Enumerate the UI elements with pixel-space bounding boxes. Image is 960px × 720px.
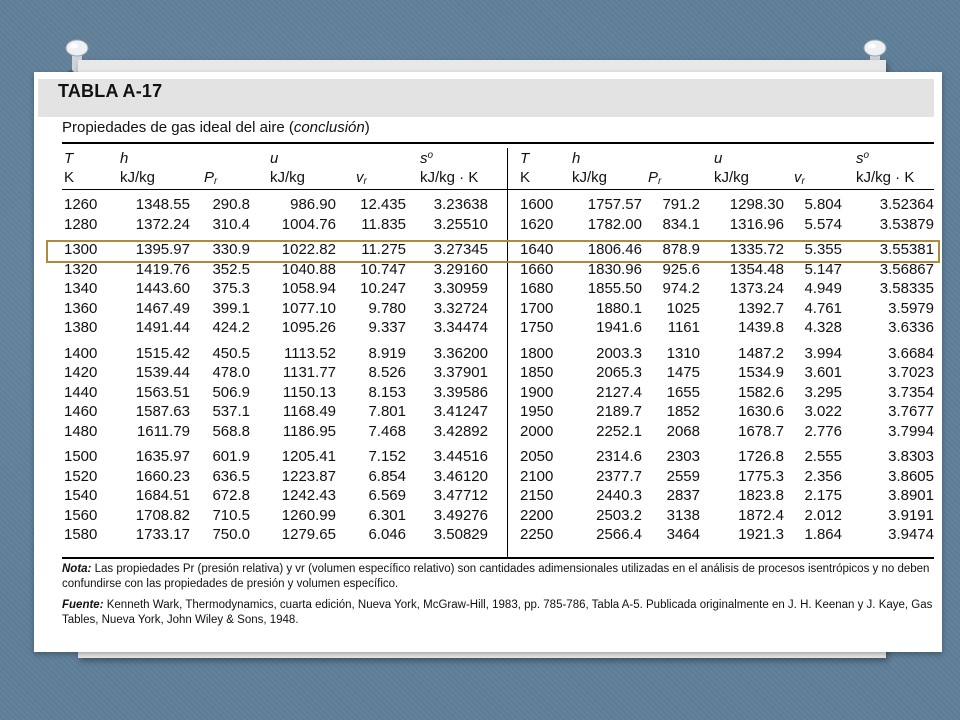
- cell-u: 1260.99: [281, 506, 336, 524]
- cell-s: 3.55381: [879, 241, 934, 258]
- cell-s: 3.30959: [433, 280, 488, 297]
- cell-T: 1500: [64, 448, 98, 465]
- cell-s: 3.6336: [888, 319, 934, 336]
- subtitle-main: Propiedades de gas ideal del aire (: [62, 119, 294, 136]
- cell-T: 1620: [520, 215, 554, 233]
- unit-u-right: kJ/kg: [714, 169, 750, 186]
- cell-h: 2189.7: [596, 403, 642, 420]
- cell-Pr: 2068: [666, 422, 700, 440]
- cell-vr: 6.301: [368, 506, 406, 524]
- unit-u-left: kJ/kg: [270, 169, 306, 186]
- table-top-rule: [62, 142, 934, 144]
- cell-Pr: 1025: [666, 299, 700, 317]
- cell-Pr: 601.9: [212, 448, 250, 465]
- cell-s: 3.32724: [433, 299, 488, 317]
- cell-h: 1443.60: [135, 280, 190, 297]
- cell-u: 1279.65: [281, 526, 336, 543]
- table-row: [34, 507, 942, 525]
- cell-vr: 6.569: [368, 487, 406, 504]
- table-row: [34, 468, 942, 486]
- header-s-symbol: s: [856, 150, 864, 167]
- header-h-right: h: [572, 150, 581, 167]
- table-row: [34, 487, 942, 505]
- cell-vr: 5.355: [804, 241, 842, 258]
- cell-T: 1800: [520, 344, 554, 362]
- cell-Pr: 478.0: [212, 364, 250, 381]
- table-row: [34, 261, 942, 279]
- table-source: [62, 598, 942, 628]
- cell-h: 1782.00: [587, 215, 642, 233]
- cell-u: 986.90: [290, 196, 336, 213]
- cell-Pr: 2303: [666, 448, 700, 465]
- cell-u: 1775.3: [738, 467, 784, 485]
- cell-h: 1467.49: [135, 299, 190, 317]
- table-row: [34, 384, 942, 402]
- cell-vr: 10.247: [360, 280, 406, 297]
- cell-u: 1439.8: [738, 319, 784, 336]
- cell-s: 3.42892: [433, 422, 488, 440]
- cell-Pr: 424.2: [212, 319, 250, 336]
- cell-T: 1480: [64, 422, 98, 440]
- cell-s: 3.7023: [888, 364, 934, 381]
- cell-T: 2150: [520, 487, 554, 504]
- header-P-subscript: r: [658, 176, 662, 187]
- cell-s: 3.9474: [888, 526, 934, 543]
- header-u-right: u: [714, 150, 723, 167]
- cell-u: 1095.26: [281, 319, 336, 336]
- highlighted-row-box: [46, 240, 940, 263]
- cell-h: 1855.50: [587, 280, 642, 297]
- cell-h: 2252.1: [596, 422, 642, 440]
- cell-T: 1280: [64, 215, 98, 233]
- cell-vr: 2.356: [804, 467, 842, 485]
- cell-s: 3.27345: [433, 241, 488, 258]
- cell-Pr: 399.1: [212, 299, 250, 317]
- cell-Pr: 2837: [666, 487, 700, 504]
- cell-u: 1335.72: [729, 241, 784, 258]
- cell-u: 1354.48: [729, 260, 784, 278]
- cell-Pr: 672.8: [212, 487, 250, 504]
- unit-T-right: K: [520, 169, 531, 186]
- cell-u: 1316.96: [729, 215, 784, 233]
- cell-s: 3.8605: [888, 467, 934, 485]
- cell-Pr: 568.8: [212, 422, 250, 440]
- header-v-symbol: v: [794, 169, 802, 186]
- header-symbol-row: [34, 150, 942, 168]
- cell-h: 1733.17: [135, 526, 190, 543]
- cell-vr: 11.835: [361, 215, 406, 233]
- cell-u: 1004.76: [281, 215, 336, 233]
- table-row: [34, 216, 942, 234]
- cell-T: 1640: [520, 241, 554, 258]
- table-bottom-rule: [62, 557, 934, 559]
- cell-Pr: 974.2: [662, 280, 700, 297]
- cell-vr: 7.801: [368, 403, 406, 420]
- table-subtitle: [62, 119, 370, 136]
- cell-u: 1582.6: [738, 383, 784, 401]
- cell-s: 3.41247: [433, 403, 488, 420]
- cell-h: 2440.3: [596, 487, 642, 504]
- cell-vr: 12.435: [360, 196, 406, 213]
- cell-s: 3.9191: [888, 506, 934, 524]
- cell-vr: 2.012: [804, 506, 842, 524]
- cell-Pr: 310.4: [212, 215, 250, 233]
- header-s-symbol: s: [420, 150, 428, 167]
- cell-u: 1678.7: [738, 422, 784, 440]
- table-title: TABLA A-17: [58, 81, 163, 101]
- header-Pr-right: [648, 169, 661, 187]
- header-P-subscript: r: [214, 176, 218, 187]
- cell-Pr: 636.5: [212, 467, 250, 485]
- cell-u: 1058.94: [281, 280, 336, 297]
- cell-T: 2250: [520, 526, 554, 543]
- header-P-symbol: P: [204, 169, 215, 186]
- cell-Pr: 375.3: [212, 280, 250, 297]
- cell-vr: 6.854: [368, 467, 406, 485]
- cell-s: 3.25510: [433, 215, 488, 233]
- cell-vr: 2.776: [804, 422, 842, 440]
- cell-T: 1850: [520, 364, 554, 381]
- header-T-right: T: [520, 150, 530, 167]
- header-s-superscript: o: [863, 150, 870, 161]
- cell-s: 3.5979: [888, 299, 934, 317]
- cell-vr: 2.555: [804, 448, 842, 465]
- cell-vr: 1.864: [804, 526, 842, 543]
- cell-u: 1630.6: [738, 403, 784, 420]
- cell-T: 1320: [64, 260, 98, 278]
- cell-vr: 9.780: [368, 299, 406, 317]
- table-row: [34, 319, 942, 337]
- cell-s: 3.53879: [879, 215, 934, 233]
- table-page: [34, 72, 942, 652]
- cell-Pr: 834.1: [662, 215, 700, 233]
- cell-u: 1242.43: [281, 487, 336, 504]
- cell-Pr: 1475: [666, 364, 700, 381]
- cell-T: 1950: [520, 403, 554, 420]
- cell-s: 3.50829: [433, 526, 488, 543]
- cell-s: 3.36200: [433, 344, 488, 362]
- cell-vr: 6.046: [368, 526, 406, 543]
- header-s-left: [420, 150, 433, 167]
- table-row: [34, 345, 942, 363]
- cell-s: 3.49276: [433, 506, 488, 524]
- cell-h: 1941.6: [596, 319, 642, 336]
- cell-Pr: 537.1: [212, 403, 250, 420]
- header-u-left: u: [270, 150, 279, 167]
- cell-Pr: 450.5: [212, 344, 250, 362]
- cell-h: 1708.82: [135, 506, 190, 524]
- cell-h: 2003.3: [596, 344, 642, 362]
- table-note: [62, 562, 942, 592]
- cell-T: 1340: [64, 280, 98, 297]
- cell-Pr: 352.5: [212, 260, 250, 278]
- unit-s-left: kJ/kg · K: [420, 169, 479, 186]
- cell-u: 1921.3: [738, 526, 784, 543]
- header-v-symbol: v: [356, 169, 364, 186]
- cell-h: 1684.51: [135, 487, 190, 504]
- cell-Pr: 1655: [666, 383, 700, 401]
- note-label: Nota:: [62, 563, 92, 575]
- cell-Pr: 1310: [666, 344, 700, 362]
- cell-T: 1400: [64, 344, 98, 362]
- header-vr-left: [356, 169, 367, 187]
- cell-vr: 10.747: [360, 260, 406, 278]
- cell-Pr: 710.5: [212, 506, 250, 524]
- cell-vr: 8.526: [368, 364, 406, 381]
- cell-Pr: 878.9: [662, 241, 700, 258]
- cell-h: 2314.6: [596, 448, 642, 465]
- header-v-subscript: r: [801, 176, 805, 187]
- cell-h: 1635.97: [135, 448, 190, 465]
- cell-vr: 2.175: [804, 487, 842, 504]
- cell-h: 1348.55: [135, 196, 190, 213]
- header-P-symbol: P: [648, 169, 659, 186]
- header-T-left: T: [64, 150, 74, 167]
- cell-s: 3.44516: [433, 448, 488, 465]
- cell-T: 2000: [520, 422, 554, 440]
- cell-u: 1077.10: [281, 299, 336, 317]
- table-row: [34, 364, 942, 382]
- cell-u: 1298.30: [729, 196, 784, 213]
- cell-h: 1563.51: [135, 383, 190, 401]
- cell-Pr: 2559: [666, 467, 700, 485]
- cell-u: 1150.13: [282, 383, 336, 401]
- cell-T: 1420: [64, 364, 98, 381]
- cell-h: 1491.44: [135, 319, 190, 336]
- unit-h-left: kJ/kg: [120, 169, 156, 186]
- cell-h: 1830.96: [587, 260, 642, 278]
- cell-h: 1419.76: [135, 260, 190, 278]
- cell-vr: 3.601: [804, 364, 842, 381]
- cell-s: 3.46120: [433, 467, 488, 485]
- cell-T: 1600: [520, 196, 554, 213]
- cell-vr: 3.295: [804, 383, 842, 401]
- cell-u: 1373.24: [729, 280, 784, 297]
- cell-T: 1440: [64, 383, 98, 401]
- cell-h: 1611.79: [136, 422, 190, 440]
- cell-u: 1186.95: [282, 422, 336, 440]
- cell-vr: 8.153: [368, 383, 406, 401]
- cell-u: 1223.87: [281, 467, 336, 485]
- cell-Pr: 506.9: [212, 383, 250, 401]
- cell-vr: 5.804: [804, 196, 842, 213]
- cell-vr: 9.337: [368, 319, 406, 336]
- cell-T: 1660: [520, 260, 554, 278]
- cell-T: 1540: [64, 487, 98, 504]
- cell-T: 1700: [520, 299, 554, 317]
- cell-vr: 4.761: [804, 299, 842, 317]
- cell-vr: 4.328: [804, 319, 842, 336]
- cell-vr: 8.919: [368, 344, 406, 362]
- cell-h: 1806.46: [587, 241, 642, 258]
- cell-s: 3.34474: [433, 319, 488, 336]
- header-vr-right: [794, 169, 805, 187]
- cell-Pr: 3464: [666, 526, 700, 543]
- cell-vr: 3.022: [804, 403, 842, 420]
- cell-h: 2127.4: [596, 383, 642, 401]
- unit-T-left: K: [64, 169, 75, 186]
- table-row: [34, 423, 942, 441]
- header-s-superscript: o: [427, 150, 434, 161]
- cell-s: 3.7354: [888, 383, 934, 401]
- cell-s: 3.56867: [879, 260, 934, 278]
- cell-u: 1534.9: [738, 364, 784, 381]
- cell-s: 3.8901: [888, 487, 934, 504]
- cell-T: 1560: [64, 506, 98, 524]
- cell-h: 1395.97: [135, 241, 190, 258]
- cell-T: 1360: [64, 299, 98, 317]
- cell-s: 3.23638: [433, 196, 488, 213]
- cell-h: 1757.57: [587, 196, 642, 213]
- cell-Pr: 3138: [666, 506, 700, 524]
- cell-vr: 4.949: [804, 280, 842, 297]
- cell-T: 1580: [64, 526, 98, 543]
- cell-Pr: 330.9: [212, 241, 250, 258]
- table-row: [34, 403, 942, 421]
- table-row: [34, 526, 942, 544]
- title-band: [38, 79, 934, 117]
- subtitle-end: ): [364, 119, 370, 136]
- cell-T: 1460: [64, 403, 98, 420]
- cell-s: 3.7677: [888, 403, 934, 420]
- cell-T: 1750: [520, 319, 554, 336]
- subtitle-italic: conclusión: [293, 119, 365, 136]
- source-label: Fuente:: [62, 599, 104, 611]
- cell-s: 3.29160: [433, 260, 488, 278]
- cell-Pr: 750.0: [212, 526, 250, 543]
- cell-h: 1539.44: [135, 364, 190, 381]
- cell-u: 1872.4: [738, 506, 784, 524]
- header-Pr-left: [204, 169, 217, 187]
- cell-u: 1131.77: [282, 364, 336, 381]
- header-s-right: [856, 150, 869, 167]
- cell-h: 2377.7: [596, 467, 642, 485]
- cell-h: 1372.24: [135, 215, 190, 233]
- note-text: Las propiedades Pr (presión relativa) y vr (volumen específico relativo) son cantidades adimensionales utilizadas en el análisis de procesos isentrópicos y no deben confundirse con las propiedades de presión y volumen específico.: [62, 563, 930, 590]
- cell-vr: 3.994: [804, 344, 842, 362]
- cell-Pr: 1852: [666, 403, 700, 420]
- cell-u: 1040.88: [281, 260, 336, 278]
- cell-u: 1113.52: [284, 344, 336, 362]
- cell-T: 2050: [520, 448, 554, 465]
- cell-s: 3.37901: [433, 364, 488, 381]
- cell-T: 2200: [520, 506, 554, 524]
- cell-s: 3.6684: [888, 344, 934, 362]
- cell-vr: 7.152: [368, 448, 406, 465]
- cell-s: 3.52364: [879, 196, 934, 213]
- cell-h: 2503.2: [596, 506, 642, 524]
- cell-vr: 7.468: [368, 422, 406, 440]
- header-rule: [62, 189, 934, 190]
- header-h-left: h: [120, 150, 129, 167]
- cell-vr: 5.147: [804, 260, 842, 278]
- cell-s: 3.39586: [433, 383, 488, 401]
- cell-T: 1260: [64, 196, 98, 213]
- cell-vr: 5.574: [804, 215, 842, 233]
- unit-s-right: kJ/kg · K: [856, 169, 915, 186]
- cell-u: 1168.49: [282, 403, 336, 420]
- cell-T: 1300: [64, 241, 98, 258]
- cell-u: 1487.2: [738, 344, 784, 362]
- cell-h: 1587.63: [135, 403, 190, 420]
- cell-h: 1660.23: [135, 467, 190, 485]
- header-v-subscript: r: [363, 176, 367, 187]
- cell-s: 3.7994: [888, 422, 934, 440]
- cell-T: 1900: [520, 383, 554, 401]
- cell-s: 3.58335: [879, 280, 934, 297]
- cell-s: 3.8303: [888, 448, 934, 465]
- table-row: [34, 280, 942, 298]
- cell-T: 1680: [520, 280, 554, 297]
- cell-Pr: 290.8: [212, 196, 250, 213]
- table-row: [34, 196, 942, 214]
- cell-h: 2065.3: [596, 364, 642, 381]
- cell-T: 2100: [520, 467, 554, 485]
- cell-u: 1022.82: [281, 241, 336, 258]
- cell-Pr: 925.6: [662, 260, 700, 278]
- cell-T: 1380: [64, 319, 98, 336]
- cell-Pr: 791.2: [662, 196, 700, 213]
- table-row: [34, 448, 942, 466]
- unit-h-right: kJ/kg: [572, 169, 608, 186]
- cell-T: 1520: [64, 467, 98, 485]
- cell-vr: 11.275: [361, 241, 406, 258]
- cell-s: 3.47712: [433, 487, 488, 504]
- cell-h: 2566.4: [596, 526, 642, 543]
- cell-u: 1392.7: [738, 299, 784, 317]
- cell-u: 1726.8: [738, 448, 784, 465]
- header-unit-row: [34, 169, 942, 187]
- table-row: [34, 300, 942, 318]
- cell-h: 1880.1: [596, 299, 642, 317]
- cell-h: 1515.42: [135, 344, 190, 362]
- source-text: Kenneth Wark, Thermodynamics, cuarta edición, Nueva York, McGraw-Hill, 1983, pp. 785-786, Tabla A-5. Publicada originalmente en J. H. Keenan y J. Kaye, Gas Tables, Nueva York, John Wiley & Sons, 1948.: [62, 599, 933, 626]
- cell-u: 1205.41: [281, 448, 336, 465]
- cell-u: 1823.8: [738, 487, 784, 504]
- cell-Pr: 1161: [667, 319, 700, 336]
